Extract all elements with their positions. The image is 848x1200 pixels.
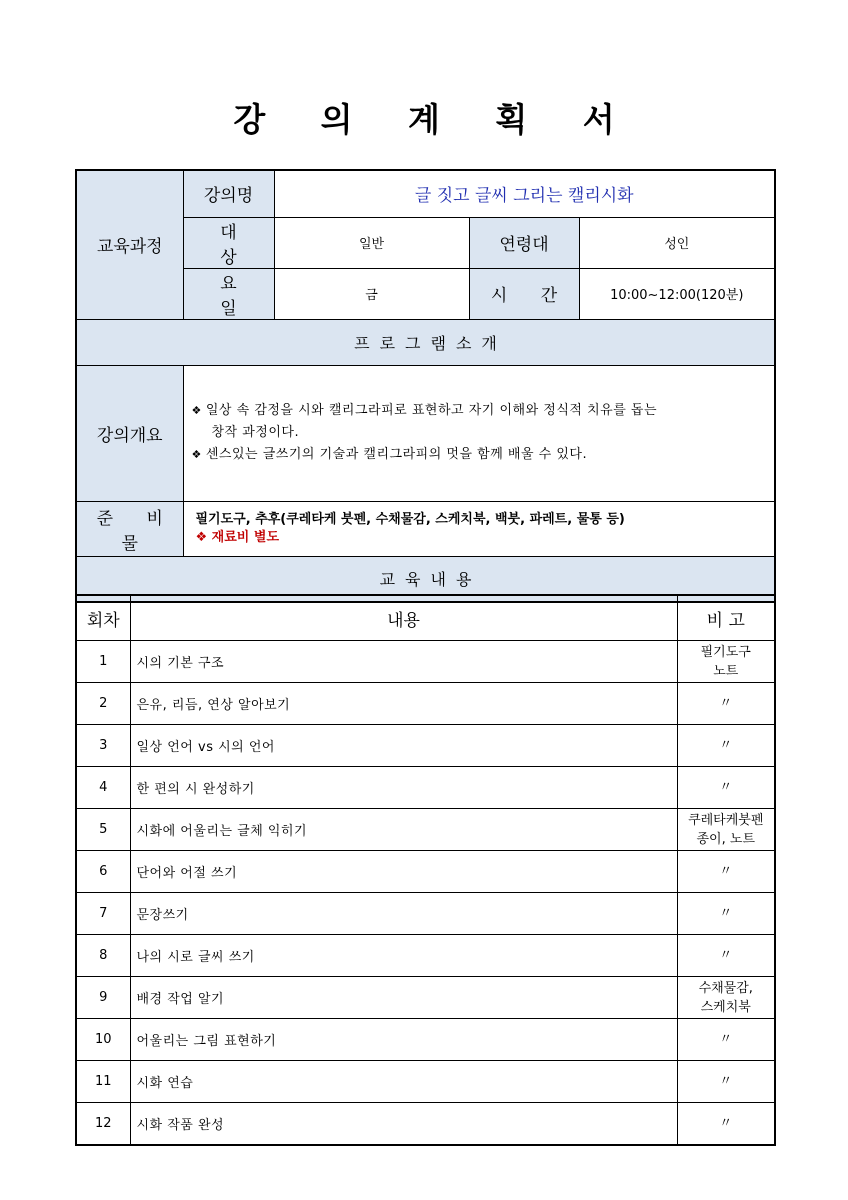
session-content: 어울리는 그림 표현하기 xyxy=(130,1019,677,1061)
session-content: 배경 작업 알기 xyxy=(130,977,677,1019)
schedule-row xyxy=(76,893,775,935)
session-note-line: 필기도구 xyxy=(700,644,751,660)
target-label: 대 상 xyxy=(183,217,274,268)
session-content: 시화에 어울리는 글체 익히기 xyxy=(130,809,677,851)
schedule-table xyxy=(75,594,776,1146)
session-number: 9 xyxy=(76,977,130,1019)
session-note xyxy=(677,767,775,809)
schedule-row xyxy=(76,641,775,683)
materials-content xyxy=(183,501,775,556)
session-number: 4 xyxy=(76,767,130,809)
schedule-row xyxy=(76,1061,775,1103)
age-label: 연령대 xyxy=(469,217,579,268)
session-note xyxy=(677,809,775,851)
session-note xyxy=(677,893,775,935)
course-title-label: 강의명 xyxy=(183,170,274,217)
session-content: 은유, 리듬, 연상 알아보기 xyxy=(130,683,677,725)
session-content: 나의 시로 글씨 쓰기 xyxy=(130,935,677,977)
day-label: 요 일 xyxy=(183,268,274,319)
time-label: 시 간 xyxy=(469,268,579,319)
age-value: 성인 xyxy=(579,217,775,268)
schedule-row xyxy=(76,725,775,767)
schedule-row xyxy=(76,683,775,725)
course-title: 글 짓고 글씨 그리는 캘리시화 xyxy=(274,170,775,217)
session-content: 시의 기본 구조 xyxy=(130,641,677,683)
overview-item: ❖ 센스있는 글쓰기의 기술과 캘리그라피의 멋을 함께 배울 수 있다. xyxy=(191,447,588,462)
session-note-line: 〃 xyxy=(719,948,733,963)
program-heading: 프로그램소개 xyxy=(76,319,775,365)
session-number: 5 xyxy=(76,809,130,851)
materials-fee-note: ❖ 재료비 별도 xyxy=(195,529,279,545)
materials-list: 필기도구, 추후(쿠레타케 붓펜, 수채물감, 스케치북, 백붓, 파레트, 물통 등) xyxy=(195,511,625,527)
col-session-header: 회차 xyxy=(76,595,130,641)
col-content-header: 내용 xyxy=(130,595,677,641)
target-value: 일반 xyxy=(274,217,469,268)
schedule-row xyxy=(76,809,775,851)
course-info-table xyxy=(75,169,776,603)
session-note xyxy=(677,1019,775,1061)
overview-item-continuation: 창작 과정이다. xyxy=(211,425,300,440)
session-note-line: 노트 xyxy=(713,663,739,679)
session-note-line: 종이, 노트 xyxy=(696,831,755,847)
schedule-row xyxy=(76,935,775,977)
overview-label: 강의개요 xyxy=(76,365,183,501)
session-number: 7 xyxy=(76,893,130,935)
session-number: 12 xyxy=(76,1103,130,1146)
day-value: 금 xyxy=(274,268,469,319)
session-note-line: 쿠레타케붓펜 xyxy=(688,812,764,828)
session-note xyxy=(677,641,775,683)
session-note xyxy=(677,935,775,977)
session-note-line: 수채물감, xyxy=(698,980,753,996)
session-content: 일상 언어 vs 시의 언어 xyxy=(130,725,677,767)
session-note-line: 〃 xyxy=(719,1074,733,1089)
session-content: 시화 작품 완성 xyxy=(130,1103,677,1146)
session-number: 3 xyxy=(76,725,130,767)
session-number: 1 xyxy=(76,641,130,683)
session-note xyxy=(677,851,775,893)
schedule-heading: 교육내용 xyxy=(76,556,775,602)
schedule-row xyxy=(76,1019,775,1061)
schedule-row xyxy=(76,977,775,1019)
session-content: 문장쓰기 xyxy=(130,893,677,935)
session-number: 2 xyxy=(76,683,130,725)
session-note xyxy=(677,725,775,767)
col-note-header: 비 고 xyxy=(677,595,775,641)
diamond-bullet-icon: ❖ xyxy=(191,404,202,417)
schedule-row xyxy=(76,767,775,809)
session-number: 8 xyxy=(76,935,130,977)
session-content: 시화 연습 xyxy=(130,1061,677,1103)
overview-item: ❖ 일상 속 감정을 시와 캘리그라피로 표현하고 자기 이해와 정식적 치유를 돕는 xyxy=(191,403,657,418)
session-note-line: 〃 xyxy=(719,738,733,753)
session-note xyxy=(677,683,775,725)
session-note-line: 〃 xyxy=(719,906,733,921)
time-value: 10:00~12:00(120분) xyxy=(579,268,775,319)
session-number: 11 xyxy=(76,1061,130,1103)
schedule-row xyxy=(76,1103,775,1146)
session-note-line: 〃 xyxy=(719,1116,733,1131)
session-note-line: 〃 xyxy=(719,780,733,795)
session-note xyxy=(677,1061,775,1103)
diamond-bullet-icon: ❖ xyxy=(191,448,202,461)
course-section-label: 교육과정 xyxy=(76,170,183,319)
session-note-line: 스케치북 xyxy=(700,999,751,1015)
document-title: 강 의 계 획 서 xyxy=(233,100,637,139)
session-number: 10 xyxy=(76,1019,130,1061)
session-note xyxy=(677,977,775,1019)
session-content: 단어와 어절 쓰기 xyxy=(130,851,677,893)
schedule-row xyxy=(76,851,775,893)
session-note-line: 〃 xyxy=(719,696,733,711)
materials-label: 준 비 물 xyxy=(76,501,183,556)
overview-content xyxy=(183,365,775,501)
session-note xyxy=(677,1103,775,1146)
session-content: 한 편의 시 완성하기 xyxy=(130,767,677,809)
session-note-line: 〃 xyxy=(719,864,733,879)
session-note-line: 〃 xyxy=(719,1032,733,1047)
session-number: 6 xyxy=(76,851,130,893)
